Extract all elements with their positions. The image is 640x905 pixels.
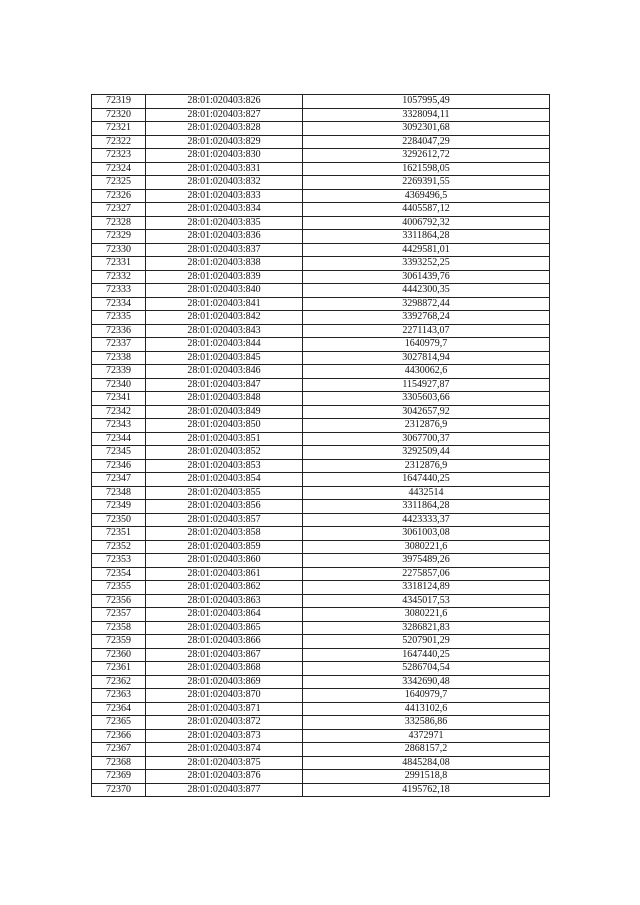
value-cell: 2868157,2 (303, 743, 550, 757)
table-row (92, 203, 550, 217)
row-number-cell: 72326 (92, 189, 146, 203)
table-row (92, 243, 550, 257)
table-row (92, 405, 550, 419)
row-number-cell: 72354 (92, 567, 146, 581)
cadastral-number-cell: 28:01:020403:834 (146, 203, 303, 217)
cadastral-number-cell: 28:01:020403:863 (146, 594, 303, 608)
cadastral-number-cell: 28:01:020403:832 (146, 176, 303, 190)
value-cell: 1057995,49 (303, 95, 550, 109)
cadastral-number-cell: 28:01:020403:858 (146, 527, 303, 541)
value-cell: 3328094,11 (303, 108, 550, 122)
cadastral-number-cell: 28:01:020403:844 (146, 338, 303, 352)
value-cell: 2312876,9 (303, 459, 550, 473)
row-number-cell: 72362 (92, 675, 146, 689)
table-row (92, 743, 550, 757)
value-cell: 3080221,6 (303, 608, 550, 622)
cadastral-number-cell: 28:01:020403:833 (146, 189, 303, 203)
value-cell: 2284047,29 (303, 135, 550, 149)
cadastral-number-cell: 28:01:020403:851 (146, 432, 303, 446)
table-row (92, 392, 550, 406)
value-cell: 4429581,01 (303, 243, 550, 257)
row-number-cell: 72338 (92, 351, 146, 365)
table-row (92, 581, 550, 595)
row-number-cell: 72353 (92, 554, 146, 568)
cadastral-number-cell: 28:01:020403:847 (146, 378, 303, 392)
row-number-cell: 72323 (92, 149, 146, 163)
table-row (92, 729, 550, 743)
table-row (92, 122, 550, 136)
row-number-cell: 72356 (92, 594, 146, 608)
table-row (92, 162, 550, 176)
cadastral-number-cell: 28:01:020403:850 (146, 419, 303, 433)
table-row (92, 473, 550, 487)
table-row (92, 486, 550, 500)
value-cell: 3292509,44 (303, 446, 550, 460)
table-row (92, 108, 550, 122)
row-number-cell: 72321 (92, 122, 146, 136)
table-row (92, 594, 550, 608)
value-cell: 3092301,68 (303, 122, 550, 136)
value-cell: 3392768,24 (303, 311, 550, 325)
table-row (92, 311, 550, 325)
row-number-cell: 72347 (92, 473, 146, 487)
table-row (92, 648, 550, 662)
row-number-cell: 72370 (92, 783, 146, 797)
value-cell: 4369496,5 (303, 189, 550, 203)
data-table (91, 94, 550, 797)
row-number-cell: 72340 (92, 378, 146, 392)
cadastral-number-cell: 28:01:020403:853 (146, 459, 303, 473)
row-number-cell: 72363 (92, 689, 146, 703)
cadastral-number-cell: 28:01:020403:828 (146, 122, 303, 136)
value-cell: 4442300,35 (303, 284, 550, 298)
table-row (92, 459, 550, 473)
cadastral-number-cell: 28:01:020403:840 (146, 284, 303, 298)
value-cell: 3080221,6 (303, 540, 550, 554)
value-cell: 3975489,26 (303, 554, 550, 568)
value-cell: 2275857,06 (303, 567, 550, 581)
value-cell: 4845284,08 (303, 756, 550, 770)
cadastral-number-cell: 28:01:020403:846 (146, 365, 303, 379)
value-cell: 3311864,28 (303, 230, 550, 244)
row-number-cell: 72366 (92, 729, 146, 743)
value-cell: 3042657,92 (303, 405, 550, 419)
row-number-cell: 72331 (92, 257, 146, 271)
row-number-cell: 72322 (92, 135, 146, 149)
cadastral-number-cell: 28:01:020403:876 (146, 770, 303, 784)
cadastral-number-cell: 28:01:020403:845 (146, 351, 303, 365)
value-cell: 4432514 (303, 486, 550, 500)
cadastral-number-cell: 28:01:020403:861 (146, 567, 303, 581)
value-cell: 3318124,89 (303, 581, 550, 595)
row-number-cell: 72359 (92, 635, 146, 649)
cadastral-number-cell: 28:01:020403:835 (146, 216, 303, 230)
value-cell: 3061003,08 (303, 527, 550, 541)
cadastral-number-cell: 28:01:020403:841 (146, 297, 303, 311)
table-row (92, 702, 550, 716)
value-cell: 5286704,54 (303, 662, 550, 676)
table-row (92, 257, 550, 271)
value-cell: 3298872,44 (303, 297, 550, 311)
table-row (92, 770, 550, 784)
row-number-cell: 72336 (92, 324, 146, 338)
row-number-cell: 72368 (92, 756, 146, 770)
table-row (92, 675, 550, 689)
cadastral-number-cell: 28:01:020403:865 (146, 621, 303, 635)
value-cell: 3027814,94 (303, 351, 550, 365)
table-row (92, 608, 550, 622)
cadastral-number-cell: 28:01:020403:859 (146, 540, 303, 554)
value-cell: 1647440,25 (303, 648, 550, 662)
row-number-cell: 72349 (92, 500, 146, 514)
row-number-cell: 72358 (92, 621, 146, 635)
table-row (92, 446, 550, 460)
table-row (92, 662, 550, 676)
value-cell: 1647440,25 (303, 473, 550, 487)
cadastral-number-cell: 28:01:020403:842 (146, 311, 303, 325)
value-cell: 332586,86 (303, 716, 550, 730)
table-row (92, 230, 550, 244)
table-row (92, 189, 550, 203)
table-row (92, 95, 550, 109)
value-cell: 2269391,55 (303, 176, 550, 190)
value-cell: 4195762,18 (303, 783, 550, 797)
table-row (92, 270, 550, 284)
cadastral-number-cell: 28:01:020403:826 (146, 95, 303, 109)
cadastral-number-cell: 28:01:020403:848 (146, 392, 303, 406)
row-number-cell: 72361 (92, 662, 146, 676)
cadastral-number-cell: 28:01:020403:874 (146, 743, 303, 757)
row-number-cell: 72337 (92, 338, 146, 352)
cadastral-number-cell: 28:01:020403:852 (146, 446, 303, 460)
cadastral-number-cell: 28:01:020403:875 (146, 756, 303, 770)
value-cell: 1154927,87 (303, 378, 550, 392)
table-row (92, 365, 550, 379)
row-number-cell: 72369 (92, 770, 146, 784)
table-row (92, 297, 550, 311)
cadastral-number-cell: 28:01:020403:870 (146, 689, 303, 703)
cadastral-number-cell: 28:01:020403:856 (146, 500, 303, 514)
row-number-cell: 72344 (92, 432, 146, 446)
table-body (92, 95, 550, 797)
table-row (92, 351, 550, 365)
cadastral-number-cell: 28:01:020403:831 (146, 162, 303, 176)
value-cell: 3311864,28 (303, 500, 550, 514)
cadastral-number-cell: 28:01:020403:867 (146, 648, 303, 662)
row-number-cell: 72330 (92, 243, 146, 257)
row-number-cell: 72335 (92, 311, 146, 325)
value-cell: 2271143,07 (303, 324, 550, 338)
value-cell: 4372971 (303, 729, 550, 743)
row-number-cell: 72345 (92, 446, 146, 460)
table-row (92, 567, 550, 581)
row-number-cell: 72333 (92, 284, 146, 298)
row-number-cell: 72348 (92, 486, 146, 500)
row-number-cell: 72334 (92, 297, 146, 311)
table-row (92, 554, 550, 568)
cadastral-number-cell: 28:01:020403:855 (146, 486, 303, 500)
table-row (92, 176, 550, 190)
table-row (92, 500, 550, 514)
cadastral-number-cell: 28:01:020403:857 (146, 513, 303, 527)
row-number-cell: 72355 (92, 581, 146, 595)
cadastral-number-cell: 28:01:020403:849 (146, 405, 303, 419)
cadastral-number-cell: 28:01:020403:872 (146, 716, 303, 730)
table-row (92, 716, 550, 730)
value-cell: 1640979,7 (303, 689, 550, 703)
cadastral-number-cell: 28:01:020403:854 (146, 473, 303, 487)
cadastral-number-cell: 28:01:020403:868 (146, 662, 303, 676)
row-number-cell: 72357 (92, 608, 146, 622)
value-cell: 3061439,76 (303, 270, 550, 284)
value-cell: 4413102,6 (303, 702, 550, 716)
value-cell: 4430062,6 (303, 365, 550, 379)
cadastral-number-cell: 28:01:020403:837 (146, 243, 303, 257)
cadastral-number-cell: 28:01:020403:830 (146, 149, 303, 163)
cadastral-number-cell: 28:01:020403:862 (146, 581, 303, 595)
cadastral-number-cell: 28:01:020403:877 (146, 783, 303, 797)
row-number-cell: 72339 (92, 365, 146, 379)
value-cell: 3305603,66 (303, 392, 550, 406)
cadastral-number-cell: 28:01:020403:838 (146, 257, 303, 271)
row-number-cell: 72327 (92, 203, 146, 217)
table-row (92, 621, 550, 635)
row-number-cell: 72365 (92, 716, 146, 730)
value-cell: 4405587,12 (303, 203, 550, 217)
cadastral-number-cell: 28:01:020403:860 (146, 554, 303, 568)
table-row (92, 635, 550, 649)
row-number-cell: 72325 (92, 176, 146, 190)
row-number-cell: 72329 (92, 230, 146, 244)
row-number-cell: 72351 (92, 527, 146, 541)
value-cell: 1621598,05 (303, 162, 550, 176)
table-row (92, 689, 550, 703)
row-number-cell: 72343 (92, 419, 146, 433)
table-row (92, 783, 550, 797)
table-row (92, 149, 550, 163)
table-row (92, 216, 550, 230)
value-cell: 3342690,48 (303, 675, 550, 689)
value-cell: 2991518,8 (303, 770, 550, 784)
cadastral-number-cell: 28:01:020403:864 (146, 608, 303, 622)
row-number-cell: 72346 (92, 459, 146, 473)
value-cell: 3393252,25 (303, 257, 550, 271)
row-number-cell: 72332 (92, 270, 146, 284)
table-row (92, 527, 550, 541)
row-number-cell: 72364 (92, 702, 146, 716)
value-cell: 4423333,37 (303, 513, 550, 527)
table-row (92, 338, 550, 352)
cadastral-number-cell: 28:01:020403:869 (146, 675, 303, 689)
value-cell: 4345017,53 (303, 594, 550, 608)
cadastral-number-cell: 28:01:020403:827 (146, 108, 303, 122)
table-row (92, 135, 550, 149)
table-row (92, 540, 550, 554)
value-cell: 5207901,29 (303, 635, 550, 649)
value-cell: 2312876,9 (303, 419, 550, 433)
row-number-cell: 72319 (92, 95, 146, 109)
value-cell: 3067700,37 (303, 432, 550, 446)
row-number-cell: 72328 (92, 216, 146, 230)
value-cell: 3292612,72 (303, 149, 550, 163)
value-cell: 3286821,83 (303, 621, 550, 635)
cadastral-number-cell: 28:01:020403:871 (146, 702, 303, 716)
cadastral-number-cell: 28:01:020403:836 (146, 230, 303, 244)
cadastral-number-cell: 28:01:020403:829 (146, 135, 303, 149)
cadastral-number-cell: 28:01:020403:873 (146, 729, 303, 743)
cadastral-number-cell: 28:01:020403:839 (146, 270, 303, 284)
row-number-cell: 72360 (92, 648, 146, 662)
row-number-cell: 72367 (92, 743, 146, 757)
cadastral-number-cell: 28:01:020403:843 (146, 324, 303, 338)
row-number-cell: 72352 (92, 540, 146, 554)
row-number-cell: 72320 (92, 108, 146, 122)
cadastral-number-cell: 28:01:020403:866 (146, 635, 303, 649)
table-row (92, 419, 550, 433)
table-row (92, 284, 550, 298)
table-row (92, 513, 550, 527)
row-number-cell: 72342 (92, 405, 146, 419)
row-number-cell: 72350 (92, 513, 146, 527)
table-row (92, 432, 550, 446)
row-number-cell: 72341 (92, 392, 146, 406)
table-row (92, 324, 550, 338)
value-cell: 4006792,32 (303, 216, 550, 230)
row-number-cell: 72324 (92, 162, 146, 176)
value-cell: 1640979,7 (303, 338, 550, 352)
table-row (92, 756, 550, 770)
table-row (92, 378, 550, 392)
